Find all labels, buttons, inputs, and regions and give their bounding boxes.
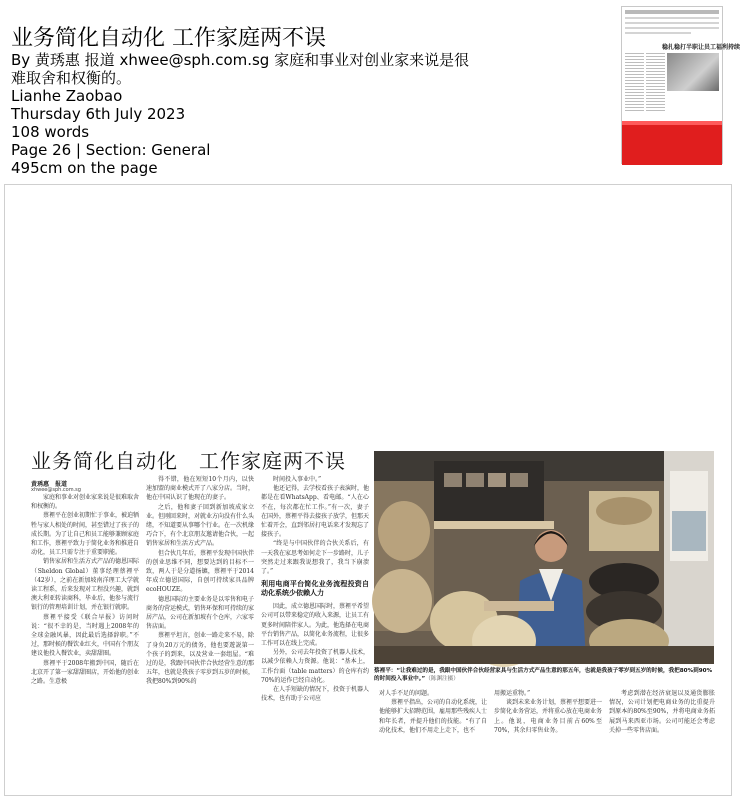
headline: 业务简化自动化 工作家庭两不误 — [11, 26, 326, 51]
thumb-advert — [622, 125, 722, 165]
article-photo — [374, 451, 714, 664]
article-author: 黄琇惠 报道 — [31, 481, 68, 488]
shop-photo-illustration — [374, 451, 714, 664]
article-column-2 — [146, 475, 254, 793]
thumb-photo — [667, 53, 719, 91]
paragraph: 蔡裡平指出，公司的自动化系统，让他能够扩大招聘范围，雇用那些残疾人士和年长者，并提升他们的技能。“有了自动化技术，他们不用走上走下，也不 — [379, 699, 488, 734]
article-column-5 — [494, 689, 602, 793]
paragraph: 因此，成立德恩国际时，蔡裡平希望公司可以带来稳定的收入来源，让员工有更多时间陪伴家人。为此，他选择在电商平台销售产品，以简化业务流程，让很多工作可以在线上完成。 — [261, 603, 370, 648]
page-position: 495cm on the page — [11, 159, 158, 177]
thumb-column — [625, 53, 644, 113]
paragraph: 蔡裡平在创业初期忙于事业，被迫牺牲与家人相处的时间，甚至错过了孩子的成长期。为了让自己和员工能够兼顾家庭和工作，蔡裡平致力于简化业务和推进自动化，员工只需专注于重要职能。 — [31, 512, 140, 557]
caption-credit: （陈渊注摄） — [425, 676, 459, 682]
article-column-4 — [379, 689, 487, 793]
article-clipping — [29, 449, 729, 794]
publication: Lianhe Zaobao — [11, 87, 123, 105]
paragraph: 时间投入事业中。” — [273, 476, 322, 483]
paragraph: 在人手短缺的情况下，投资于机器人技术，也有助于公司应 — [261, 686, 370, 703]
article-title: 业务简化自动化 工作家庭两不误 — [31, 449, 346, 473]
page-section: Page 26 | Section: General — [11, 141, 211, 159]
thumb-text-lines — [625, 17, 719, 37]
page-thumbnail[interactable] — [621, 6, 740, 164]
paragraph: 用搬运重物。” — [494, 690, 531, 697]
paragraph: 但合伙几年后，蔡裡平发现中国伙伴的创业思维不同，想要达到的目标不一致，两人于是分道扬镳，蔡裡平于2014年成立德恩国际，自创可持续家具品牌ecoHOUZE。 — [146, 549, 255, 594]
paragraph: 得不错，他在短短10个月内，以快速加盟的商业模式开了八家分店。当时，他在中国认识了他现在的妻子。 — [146, 476, 255, 502]
paragraph: 他还记得，去学校看孩子表演时，他都是在看WhatsApp、看电邮。“人在心不在，每次都在忙工作。”有一次，妻子在国外，蔡裡平得去接孩子放学，但那天忙着开会，直到邻居打电话来才发现忘了接孩子。 — [261, 485, 370, 539]
paragraph: 德恩国际的主要业务是以零售和电子商务的营运模式，销售环保和可持续的家居产品，公司在新加坡有个仓库，六家零售店面。 — [146, 595, 255, 631]
article-subheading: 利用电商平台简化业务流程投资自动化系统少依赖人力 — [261, 580, 369, 598]
thumb-column — [646, 53, 665, 113]
paragraph: 家庭和事业对创业家来说是很难取舍和权衡的。 — [31, 494, 140, 511]
paragraph: 对人手不足的问题。 — [379, 690, 434, 697]
paragraph: 谈到未来业务计划，蔡裡平想要进一步简化业务营运，并将重心放在电商业务上。他说，电商业务目前占60%至70%，其余归零售业务。 — [494, 699, 603, 734]
article-email: xhwee@sph.com.sg — [31, 487, 81, 493]
page-scan — [4, 184, 732, 796]
paragraph: 之后，他和妻子回到新加坡成家立业。但刚回来时，对就业方向没有什么头绪，不知道要从事哪个行业。在一次机缘巧合下，有个北京朋友邀请他合伙，一起销售家居和生活方式产品。 — [146, 503, 255, 548]
paragraph: “终是与中国伙伴的合伙关系后，有一天我在家思考如何走下一步路时，儿子突然走过来跟我说想我了，我当下崩溃了。” — [261, 540, 370, 576]
paragraph: 考虑到潜在经济衰退以及通货膨胀情况，公司计划把电商业务的比重提升到原本的80%至90%，并将电商业务拓展到马来西亚市场。公司可能还会考虑关掉一些零售店面。 — [609, 690, 715, 734]
publish-date: Thursday 6th July 2023 — [11, 105, 186, 123]
thumb-headline: 稳扎稳打半职让员工福利持续 — [662, 44, 740, 51]
article-column-6 — [609, 689, 715, 793]
thumb-masthead — [625, 10, 719, 14]
paragraph: 蔡裡平于2008年搬到中国，随后在北京开了第一家甜甜圈店，开始他的创业之路。生意极 — [31, 659, 140, 686]
paragraph: 蔡裡平接受《联合早报》访问时说：“很不幸的是，当时遇上2008年的全球金融风暴，因此最后选择辞职。”不过，那时候的餐饮业红火，中国有个朋友建议他投入餐饮业，卖甜甜圈。 — [31, 613, 140, 658]
caption-text: 蔡裡平：“让我难过的是，我跟中国伙伴合伙经营家具与生活方式产品生意的那五年，也就是我孩子零岁到五岁的时候，我把80%到90%的时间投入事业中。” — [374, 668, 713, 682]
paragraph: 另外，公司去年投资了机器人技术，以减少依赖人力资源。他说：“基本上，工作台面（table matters）的仓库有约70%的运作已经自动化。 — [261, 649, 370, 684]
article-header — [11, 26, 481, 177]
article-column-3 — [261, 475, 369, 793]
byline: By 黄琇惠 报道 xhwee@sph.com.sg 家庭和事业对创业家来说是很难取舍和权衡的。 — [11, 51, 470, 87]
word-count: 108 words — [11, 123, 90, 141]
paragraph: 蔡裡平坦言，创业一路走来不易，除了身负20万元的债务，他也要遊説第一个孩子的到来，以及营业一套组屋。“难过的是，我跟中国伙伴合伙经营生意的那五年，也就是我孩子零岁到五岁的时候，我把80%到90%的 — [146, 632, 255, 686]
photo-caption — [374, 667, 714, 683]
paragraph: 销售家居和生活方式产品的德恩国际（Sheldon Global）董事经理蔡裡平（42岁），之前在新加坡南洋理工大学就读工程系，后来发现对工程没兴趣，就到澳大利亚转读商科，毕业后，他参与流行银行的管理培训计划，并在银行就职。 — [31, 558, 140, 612]
article-column-1 — [31, 493, 139, 793]
